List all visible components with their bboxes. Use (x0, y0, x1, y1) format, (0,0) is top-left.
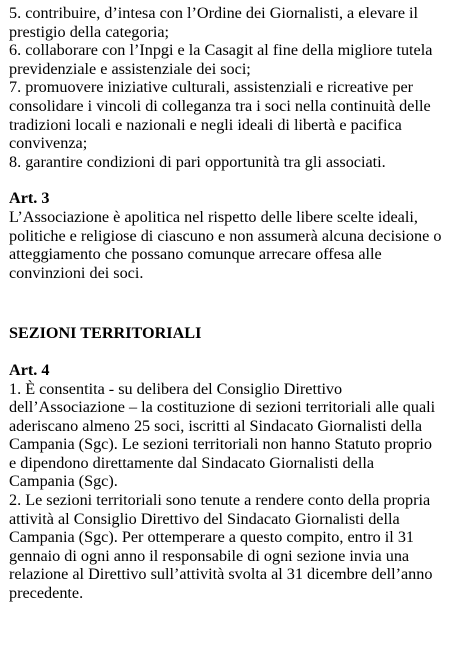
text-line: relazione al Direttivo sull’attività svolta al 31 dicembre dell’anno (9, 565, 433, 584)
text-line: consolidare i vincoli di colleganza tra i soci nella continuità delle (9, 96, 431, 115)
article-3 (9, 189, 467, 282)
list-item-7 (9, 78, 467, 152)
text-line: aderiscano almeno 25 soci, iscritti al Sindacato Giornalisti della (9, 416, 423, 435)
text-line: dell’Associazione – la costituzione di sezioni territoriali alle quali (9, 398, 436, 417)
paragraph-1 (9, 380, 467, 492)
article-heading: Art. 4 (9, 360, 50, 379)
text-line: Campania (Sgc). Le sezioni territoriali non hanno Statuto proprio (9, 435, 433, 454)
article-4 (9, 361, 467, 603)
list-item-5 (9, 4, 467, 41)
text-line: convivenza; (9, 134, 88, 153)
text-line: politiche e religiose di ciascuno e non assumerà alcuna decisione o (9, 226, 442, 245)
text-line: L’Associazione è apolitica nel rispetto delle libere scelte ideali, (9, 207, 418, 226)
paragraph-2 (9, 491, 467, 603)
text-line: Campania (Sgc). Per ottemperare a questo compito, entro il 31 (9, 528, 415, 547)
text-line: 5. contribuire, d’intesa con l’Ordine dei Giornalisti, a elevare il (9, 4, 419, 22)
list-item-6 (9, 41, 467, 78)
text-line: tradizioni locali e nazionali e negli ideali di libertà e pacifica (9, 115, 402, 134)
text-line: prestigio della categoria; (9, 22, 170, 41)
text-line: 2. Le sezioni territoriali sono tenute a rendere conto della propria (9, 491, 431, 510)
text-line: precedente. (9, 584, 84, 603)
text-line: 6. collaborare con l’Inpgi e la Casagit al fine della migliore tutela (9, 41, 433, 60)
text-line: attività al Consiglio Direttivo del Sindacato Giornalisti della (9, 509, 400, 528)
text-line: 8. garantire condizioni di pari opportunità tra gli associati. (9, 152, 386, 171)
text-line: 1. È consentita - su delibera del Consiglio Direttivo (9, 379, 343, 398)
text-line: 7. promuovere iniziative culturali, assistenziali e ricreative per (9, 78, 414, 97)
text-line: e dipendono direttamente dal Sindacato Giornalisti della (9, 453, 375, 472)
text-line: gennaio di ogni anno il responsabile di ogni sezione invia una (9, 546, 410, 565)
section-title: SEZIONI TERRITORIALI (9, 324, 202, 343)
article-heading: Art. 3 (9, 189, 50, 208)
text-line: Campania (Sgc). (9, 472, 118, 491)
text-line: previdenziale e assistenziale dei soci; (9, 59, 251, 78)
text-line: atteggiamento che possano comunque arrecare offesa alle (9, 245, 382, 264)
document-page (9, 4, 467, 603)
list-item-8 (9, 153, 467, 172)
text-line: convinzioni dei soci. (9, 263, 144, 282)
